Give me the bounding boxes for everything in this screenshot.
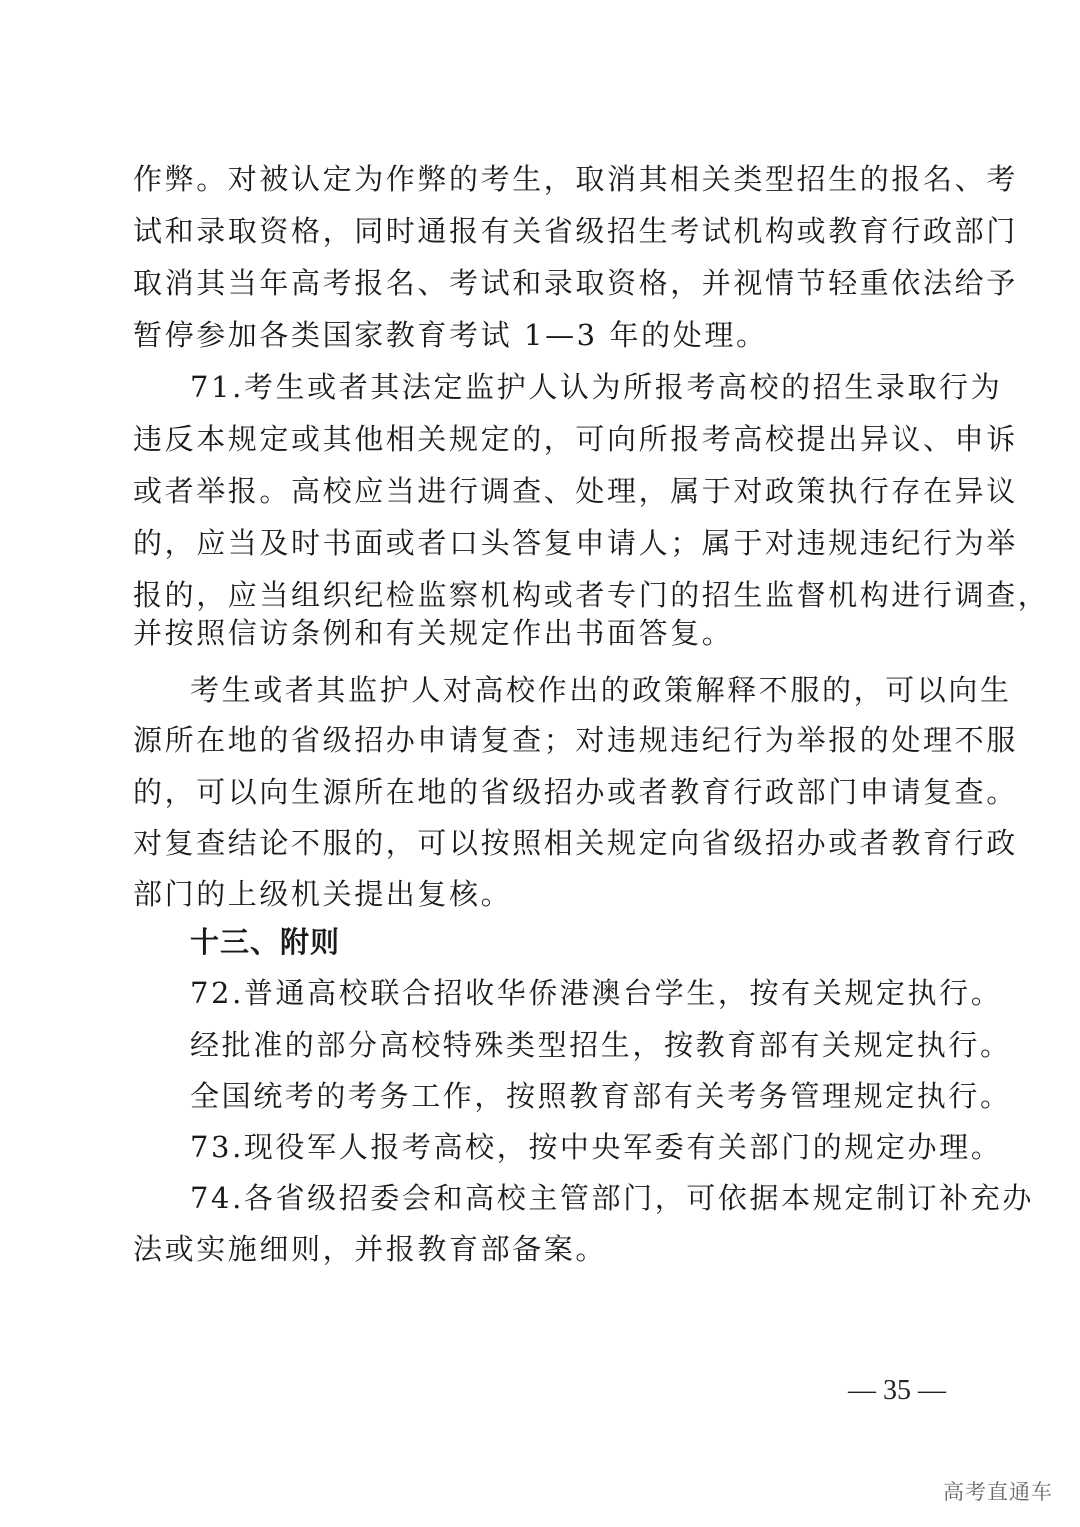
article-73-line: 73.现役军人报考高校，按中央军委有关部门的规定办理。 xyxy=(190,1130,1003,1164)
paragraph-line: 全国统考的考务工作，按照教育部有关考务管理规定执行。 xyxy=(190,1079,1012,1113)
page-number: — 35 — xyxy=(848,1375,946,1406)
article-74-line: 74.各省级招委会和高校主管部门，可依据本规定制订补充办 xyxy=(190,1181,1034,1215)
paragraph-line: 经批准的部分高校特殊类型招生，按教育部有关规定执行。 xyxy=(190,1028,1012,1062)
paragraph-line: 部门的上级机关提出复核。 xyxy=(133,877,513,911)
paragraph-line: 作弊。对被认定为作弊的考生，取消其相关类型招生的报名、考 xyxy=(133,162,1018,196)
paragraph-line: 对复查结论不服的，可以按照相关规定向省级招办或者教育行政 xyxy=(133,826,1018,860)
paragraph-line: 违反本规定或其他相关规定的，可向所报考高校提出异议、申诉 xyxy=(133,422,1018,456)
paragraph-line: 的，可以向生源所在地的省级招办或者教育行政部门申请复查。 xyxy=(133,775,1018,809)
section-heading: 十三、附则 xyxy=(190,925,341,959)
paragraph-line: 考生或者其监护人对高校作出的政策解释不服的，可以向生 xyxy=(190,673,1012,707)
paragraph-line: 取消其当年高考报名、考试和录取资格，并视情节轻重依法给予 xyxy=(133,266,1018,300)
paragraph-line: 报的，应当组织纪检监察机构或者专门的招生监督机构进行调查， xyxy=(133,578,1050,612)
paragraph-line: 或者举报。高校应当进行调查、处理，属于对政策执行存在异议 xyxy=(133,474,1018,508)
paragraph-line: 的，应当及时书面或者口头答复申请人；属于对违规违纪行为举 xyxy=(133,526,1018,560)
paragraph-line: 源所在地的省级招办申请复查；对违规违纪行为举报的处理不服 xyxy=(133,723,1018,757)
paragraph-line: 暂停参加各类国家教育考试 1—3 年的处理。 xyxy=(133,318,768,352)
paragraph-line: 法或实施细则，并报教育部备案。 xyxy=(133,1232,608,1266)
watermark: 高考直通车 xyxy=(943,1480,1053,1504)
paragraph-line: 并按照信访条例和有关规定作出书面答复。 xyxy=(133,616,734,650)
article-72-line: 72.普通高校联合招收华侨港澳台学生，按有关规定执行。 xyxy=(190,976,1003,1010)
article-71-line: 71.考生或者其法定监护人认为所报考高校的招生录取行为 xyxy=(190,370,1003,404)
paragraph-line: 试和录取资格，同时通报有关省级招生考试机构或教育行政部门 xyxy=(133,214,1018,248)
